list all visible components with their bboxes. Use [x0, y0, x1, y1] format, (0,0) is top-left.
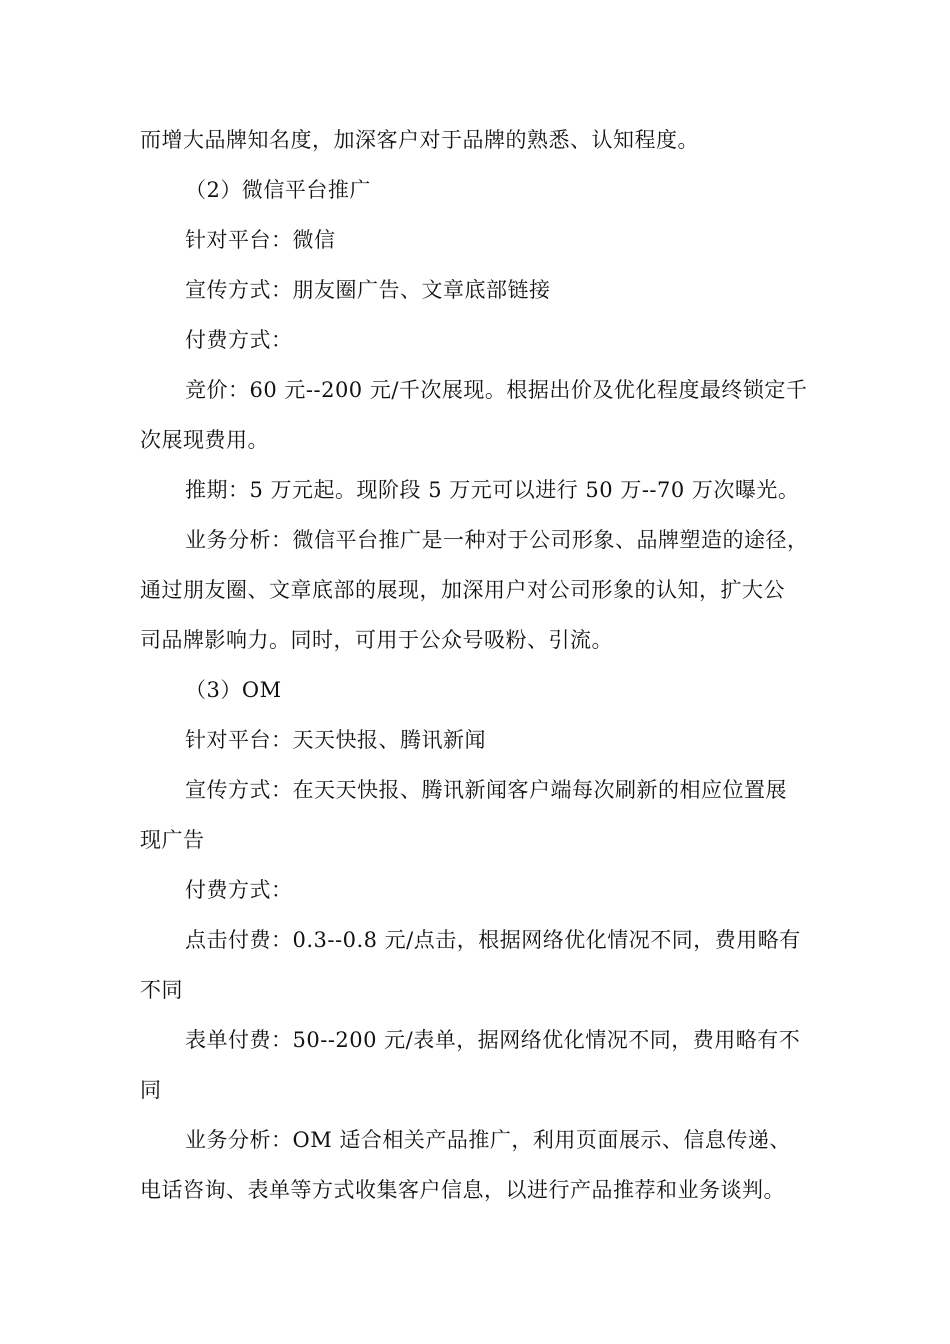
- text-line: 宣传方式：在天天快报、腾讯新闻客户端每次刷新的相应位置展: [185, 778, 787, 802]
- text-line: 推期：5 万元起。现阶段 5 万元可以进行 50 万--70 万次曝光。: [185, 478, 800, 502]
- text-line: 现广告: [140, 828, 205, 852]
- text-line: 付费方式：: [185, 328, 293, 352]
- text-line: 而增大品牌知名度，加深客户对于品牌的熟悉、认知程度。: [140, 128, 699, 152]
- text-line: 表单付费：50--200 元/表单，据网络优化情况不同，费用略有不: [185, 1028, 801, 1052]
- text-line: 次展现费用。: [140, 428, 269, 452]
- text-line: 宣传方式：朋友圈广告、文章底部链接: [185, 278, 551, 302]
- text-line: 业务分析：OM 适合相关产品推广，利用页面展示、信息传递、: [185, 1128, 791, 1152]
- text-line: 不同: [140, 978, 183, 1002]
- text-line: 针对平台：天天快报、腾讯新闻: [185, 728, 486, 752]
- text-line: 通过朋友圈、文章底部的展现，加深用户对公司形象的认知，扩大公: [140, 578, 785, 602]
- text-line: 同: [140, 1078, 162, 1102]
- section-heading-om: （3）OM: [185, 678, 282, 702]
- text-line: 业务分析：微信平台推广是一种对于公司形象、品牌塑造的途径，: [185, 528, 809, 552]
- text-line: 电话咨询、表单等方式收集客户信息，以进行产品推荐和业务谈判。: [140, 1178, 785, 1202]
- text-line: 竞价：60 元--200 元/千次展现。根据出价及优化程度最终锁定千: [185, 378, 808, 402]
- text-line: 付费方式：: [185, 878, 293, 902]
- section-heading-wechat: （2）微信平台推广: [185, 178, 371, 202]
- text-line: 针对平台：微信: [185, 228, 336, 252]
- text-line: 点击付费：0.3--0.8 元/点击，根据网络优化情况不同，费用略有: [185, 928, 801, 952]
- text-line: 司品牌影响力。同时，可用于公众号吸粉、引流。: [140, 628, 613, 652]
